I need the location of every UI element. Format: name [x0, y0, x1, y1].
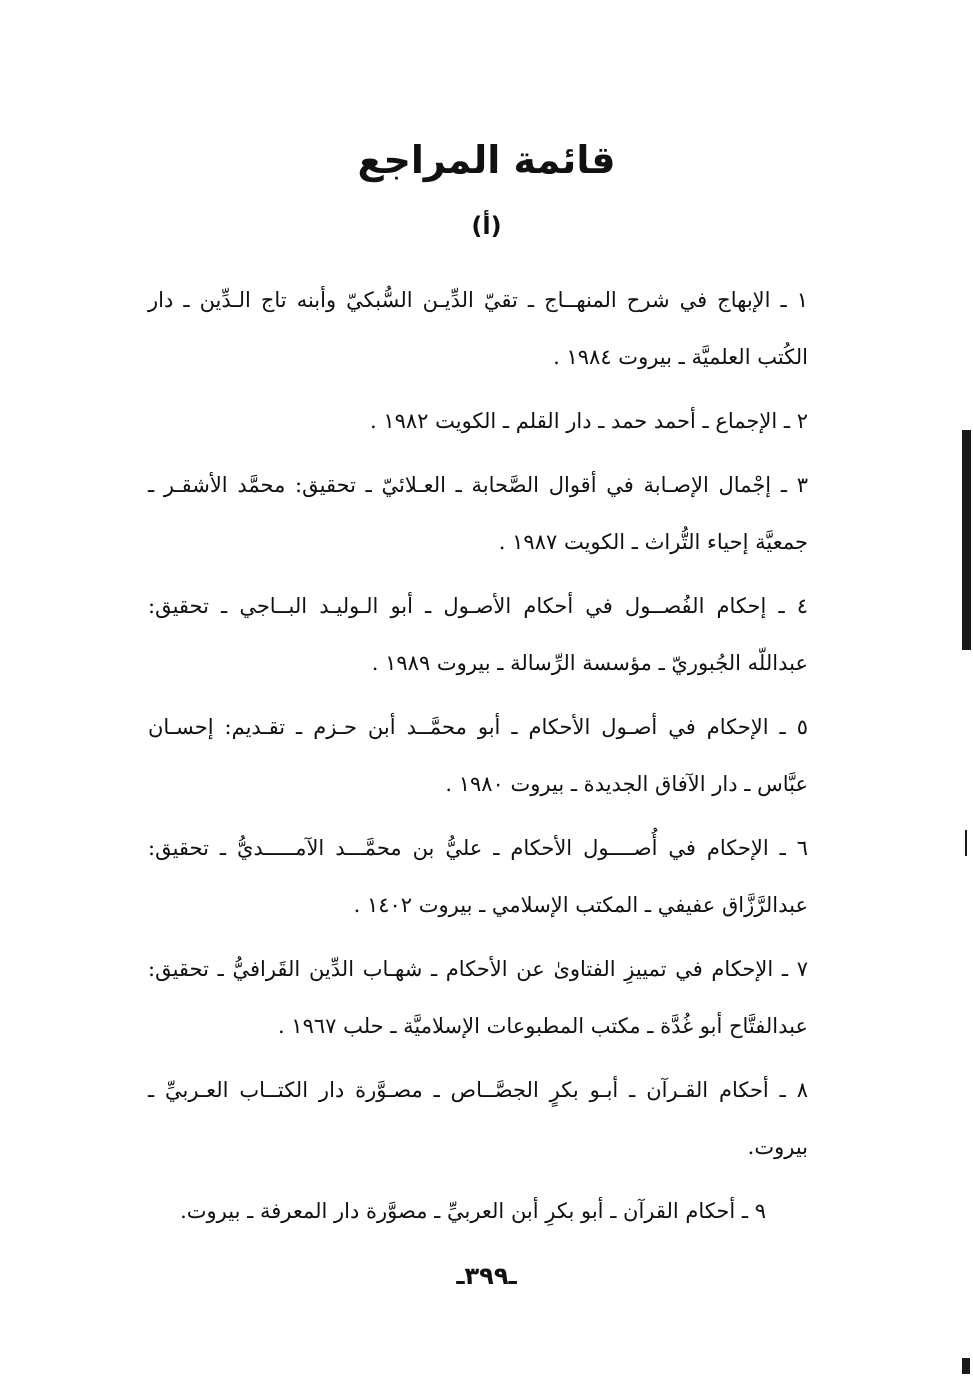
reference-item: ٥ ـ الإحكام في أصـول الأحكام ـ أبو محمَّــد أبن حـزم ـ تقـديم: إحسـان عبَّاس ـ دار الآفاق الجديدة ـ بيروت ١٩٨٠ .	[148, 715, 808, 796]
reference-item: ١ ـ الإبهاج في شرح المنهــاج ـ تقيّ الدِّيـن السُّبكيّ وأبنه تاج الـدِّين ـ دار الكُتب العلميَّة ـ بيروت ١٩٨٤ .	[148, 288, 808, 369]
reference-item: ٦ ـ الإحكام في أُصــــول الأحكام ـ عليُّ بن محمَّـــد الآمـــــديُّ ـ تحقيق: عبدالرَّزَّاق عفيفي ـ المكتب الإسلامي ـ بيروت ١٤٠٢ .	[148, 836, 808, 917]
reference-item: ٣ ـ إجْمال الإصـابة في أقوال الصَّحابة ـ العـلائيّ ـ تحقيق: محمَّد الأشقـر ـ جمعيَّة إحياء التُّراث ـ الكويت ١٩٨٧ .	[148, 473, 808, 554]
references-list	[148, 272, 808, 1247]
reference-item: ٩ ـ أحكام القرآن ـ أبو بكرِ أبن العربيِّ ـ مصوَّرة دار المعرفة ـ بيروت.	[180, 1199, 766, 1223]
page-title: قائمة المراجع	[357, 138, 616, 182]
page-number: ـ٣٩٩ـ	[456, 1262, 517, 1290]
scan-edge-mark	[965, 830, 967, 856]
scan-edge-mark	[962, 430, 971, 650]
section-letter-heading: (أ)	[471, 212, 502, 240]
reference-item: ٤ ـ إحكام الفُصــول في أحكام الأصـول ـ أبو الـوليـد البــاجي ـ تحقيق: عبداللّه الجُبوريّ ـ مؤسسة الرِّسالة ـ بيروت ١٩٨٩ .	[148, 594, 808, 675]
reference-item: ٧ ـ الإحكام في تمييزِ الفتاوىٰ عن الأحكام ـ شهـاب الدِّين القَرافيُّ ـ تحقيق: عبدالفتَّاح أبو غُدَّة ـ مكتب المطبوعات الإسلاميَّة ـ حلب ١٩٦٧ .	[148, 957, 808, 1038]
reference-item: ٨ ـ أحكام القـرآن ـ أبـو بكرٍ الجصَّــاص ـ مصـوَّرة دار الكتــاب العـربيِّ ـ بيروت.	[148, 1078, 808, 1159]
reference-item: ٢ ـ الإجماع ـ أحمد حمد ـ دار القلم ـ الكويت ١٩٨٢ .	[369, 409, 808, 433]
scan-edge-mark	[962, 1358, 970, 1374]
